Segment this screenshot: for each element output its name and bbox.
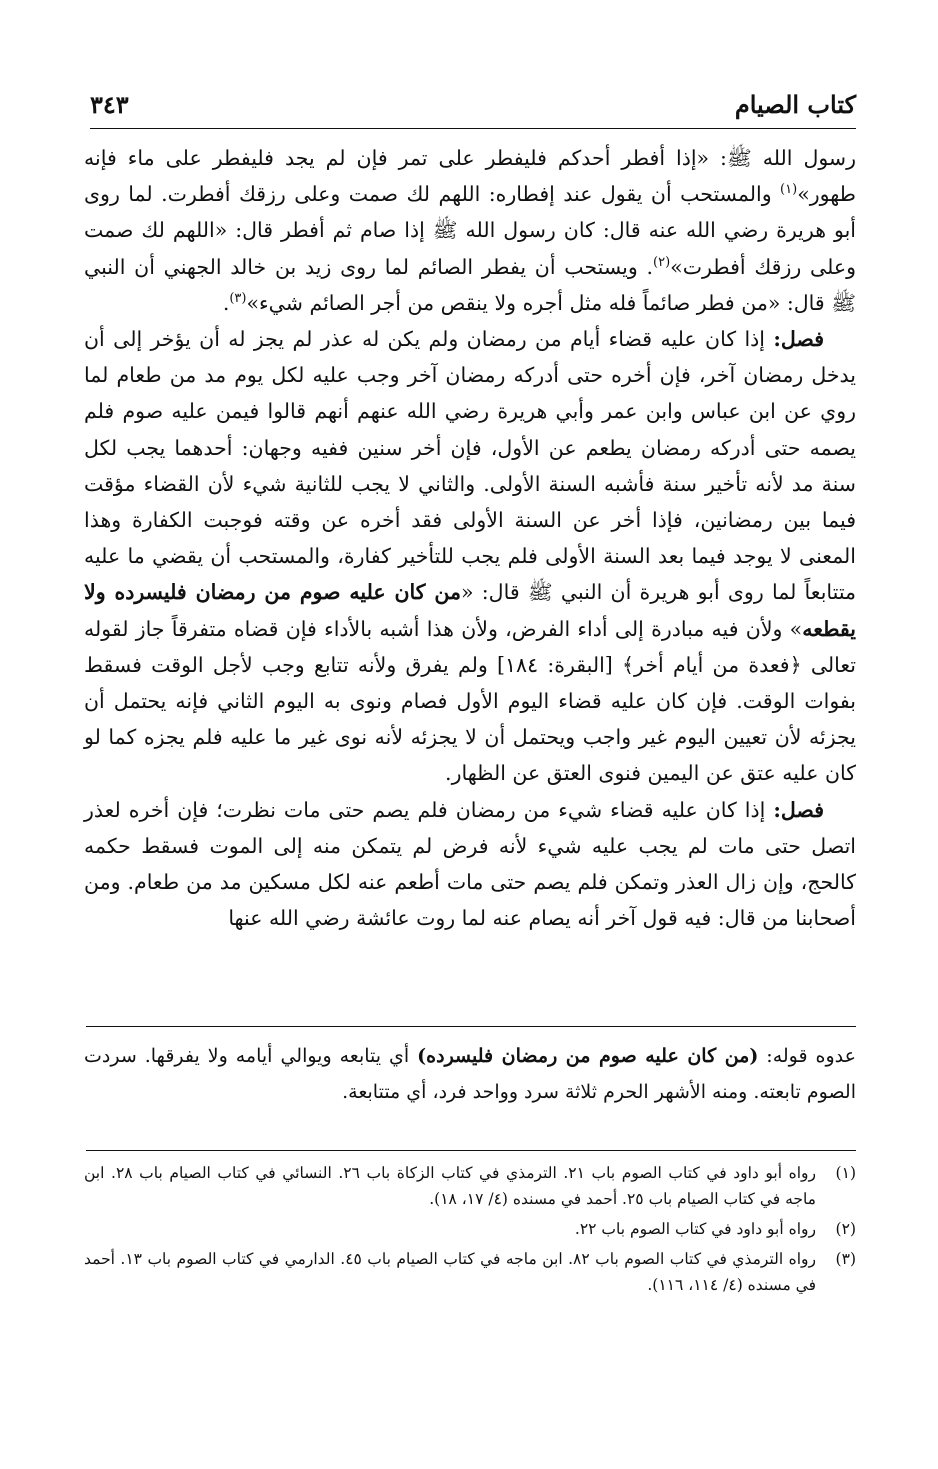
footnote-ref-1: (١) (780, 182, 798, 198)
footnote (84, 1160, 856, 1212)
footnote-text: رواه الترمذي في كتاب الصوم باب ٨٢. ابن ماجه في كتاب الصيام باب ٤٥. الدارمي في كتاب الصوم باب ١٣. أحمد في مسنده (٤/ ١١٤، ١١٦). (84, 1250, 816, 1294)
hadith-bold-quote: من كان عليه صوم من رمضان فليسرده ولا يقطعه (84, 580, 856, 641)
paragraph-2 (84, 321, 856, 792)
footnotes-divider (86, 1150, 856, 1151)
footnote (84, 1246, 856, 1298)
paragraph-1 (84, 140, 856, 321)
footnote-text: رواه أبو داود في كتاب الصوم باب ٢١. الترمذي في كتاب الزكاة باب ٢٦. النسائي في كتاب الصيام باب ٢٨. ابن ماجه في كتاب الصيام باب ٢٥. أحمد في مسنده (٤/ ١٧، ١٨). (84, 1164, 817, 1208)
p2-text-1: إذا كان عليه قضاء أيام من رمضان ولم يكن له عذر لم يجز له أن يؤخر إلى أن يدخل رمضان آخر، فإن أخره حتى أدركه رمضان آخر وجب عليه لكل يوم مد من طعام لما روي عن ابن عباس وابن عمر وأبي هريرة رضي الله عنهم أنهم قالوا فيمن عليه صوم فلم يصمه حتى أدركه رمضان يطعم عن الأول، فإن أخر سنين ففيه وجهان: أحدهما يجب لكل سنة مد لأنه تأخير سنة فأشبه السنة الأولى. والثاني لا يجب للثانية شيء لأن القضاء مؤقت فيما بين رمضانين، فإذا أخر عن السنة الأولى فقد أخره عن وقته فوجبت الكفارة وهذا المعنى لا يوجد فيما بعد السنة الأولى فلم يجب للتأخير كفارة، والمستحب أن يقضي ما عليه متتابعاً لما روى أبو هريرة أن النبي ﷺ قال: « (84, 327, 856, 605)
footnote-ref-3: (٣) (229, 290, 247, 306)
commentary-text: أي يتابعه ويوالي أيامه ولا يفرقها. سردت الصوم تابعته. ومنه الأشهر الحرم ثلاثة سرد وواحد فرد، أي متتابعة. (84, 1045, 856, 1103)
commentary-paragraph (84, 1038, 856, 1110)
footnote (84, 1216, 856, 1242)
running-header (90, 78, 856, 129)
footnote-text: رواه أبو داود في كتاب الصوم باب ٢٢. (574, 1220, 816, 1238)
paragraph-3 (84, 792, 856, 937)
footnote-ref-2: (٢) (653, 254, 671, 270)
p1-text-4: . (222, 290, 230, 315)
p1-text-1: رسول الله ﷺ: «إذا أفطر أحدكم فليفطر على تمر فإن لم يجد فليفطر على ماء فإنه طهور» (84, 146, 856, 207)
footnote-number: (١) (835, 1164, 856, 1182)
p3-text-1: إذا كان عليه قضاء شيء من رمضان فلم يصم حتى مات نظرت؛ فإن أخره لعذر اتصل حتى مات لم يجب عليه شيء لأنه فرض لم يتمكن منه إلى الموت فسقط حكمه كالحج، وإن زال العذر وتمكن فلم يصم حتى مات أطعم عنه لكل مسكين مد من طعام. ومن أصحابنا من قال: فيه قول آخر أنه يصام عنه لما روت عائشة رضي الله عنها (84, 797, 856, 931)
p1-text-2: والمستحب أن يقول عند إفطاره: اللهم لك صمت وعلى رزقك أفطرت. لما روى أبو هريرة رضي الله عنه قال: كان رسول الله ﷺ إذا صام ثم أفطر قال: «اللهم لك صمت وعلى رزقك أفطرت» (84, 182, 856, 279)
p1-text-3: . ويستحب أن يفطر الصائم لما روى زيد بن خالد الجهني أن النبي ﷺ قال: «من فطر صائماً فله مثل أجره ولا ينقص من أجر الصائم شيء» (84, 254, 856, 315)
page-number: ٣٤٣ (90, 90, 129, 119)
chapter-title: كتاب الصيام (734, 90, 856, 119)
commentary-divider (86, 1026, 856, 1027)
commentary-lead: عدوه قوله: (758, 1045, 856, 1067)
footnote-number: (٢) (835, 1220, 856, 1238)
commentary-bold-quote: (من كان عليه صوم من رمضان فليسرده) (417, 1045, 759, 1067)
main-text (84, 140, 856, 936)
commentary (84, 1038, 856, 1110)
p2-text-2: » ولأن فيه مبادرة إلى أداء الفرض، ولأن هذا أشبه بالأداء فإن قضاه متفرقاً جاز لقوله تعالى ﴿فعدة من أيام أخر﴾ [البقرة: ١٨٤] ولم يفرق ولأنه تتابع وجب لأجل الوقت فسقط بفوات الوقت. فإن كان عليه قضاء اليوم الأول فصام ونوى به اليوم الثاني فإنه يحتمل أن يجزئه لأن تعيين اليوم غير واجب ويحتمل أن لا يجزئه لأنه نوى غير ما عليه فلم يجزه كما لو كان عليه عتق عن اليمين فنوى العتق عن الظهار. (84, 616, 856, 786)
footnote-number: (٣) (835, 1250, 856, 1268)
section-label: فصل: (773, 797, 824, 822)
footnotes (84, 1160, 856, 1302)
section-label: فصل: (773, 327, 824, 352)
